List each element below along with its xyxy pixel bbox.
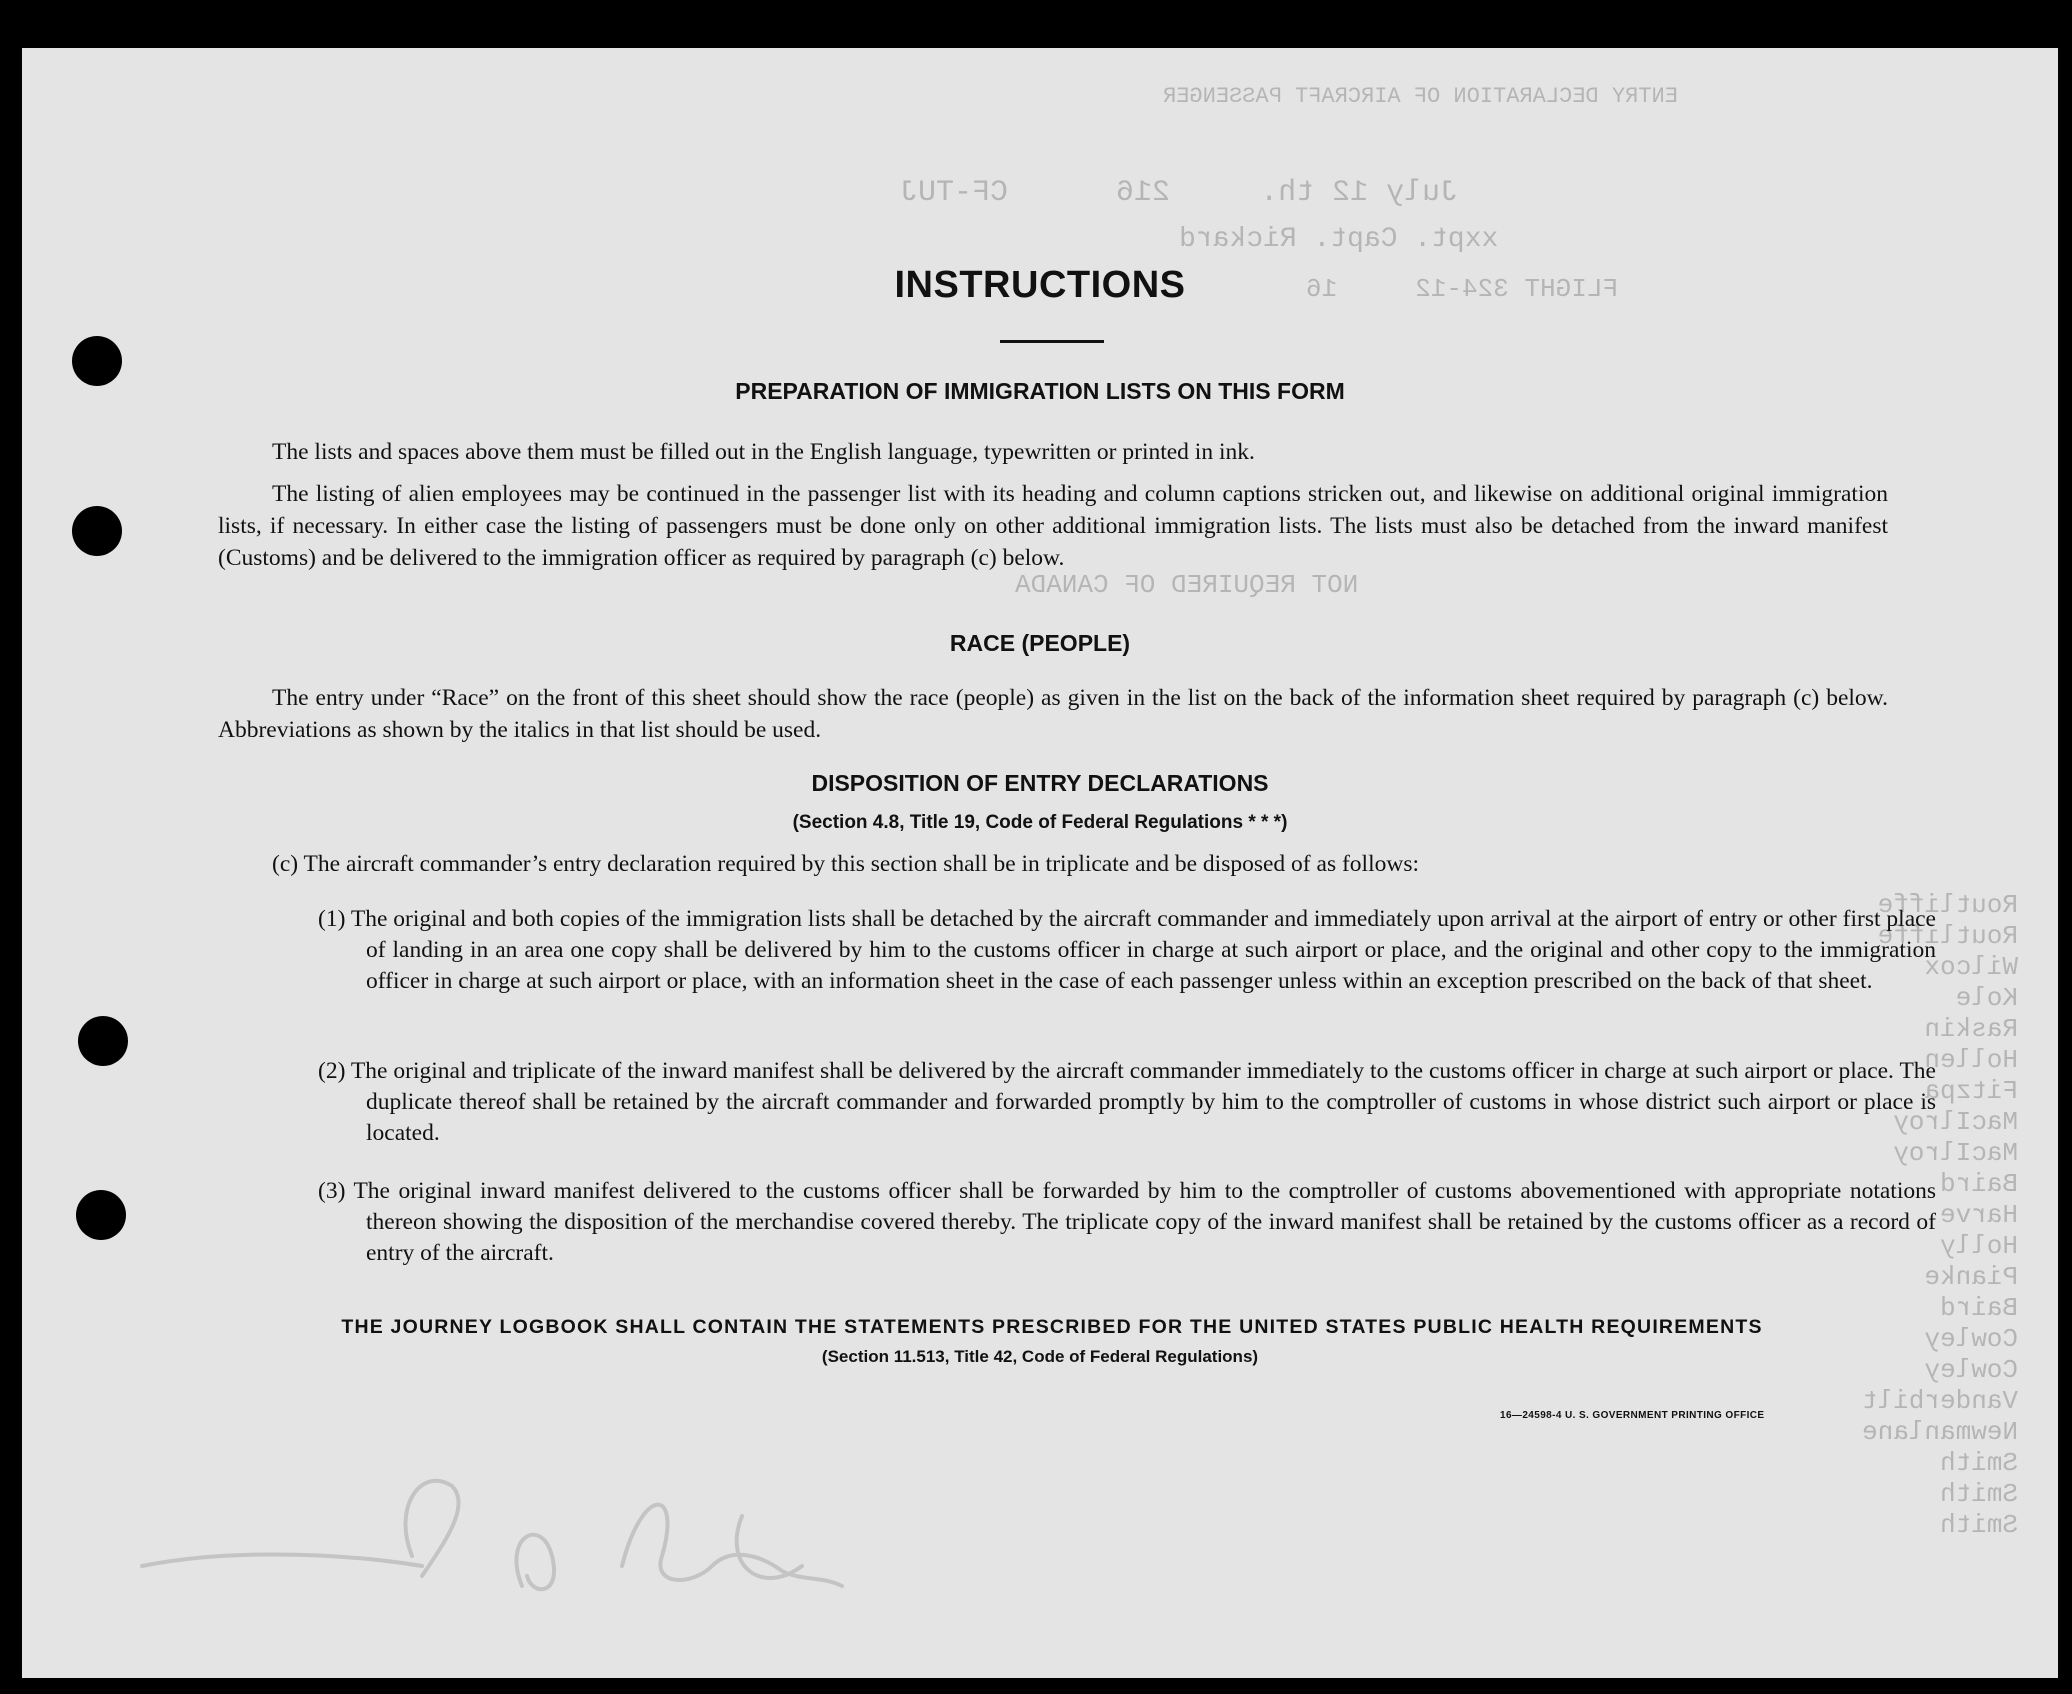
title-underline: [1000, 340, 1104, 343]
race-paragraph: The entry under “Race” on the front of this sheet should show the race (people) as given in the list on the back of the information sheet required by paragraph (c) below. Abbreviations as shown by the italics in that list should be used.: [218, 685, 1888, 743]
disposition-intro: (c) The aircraft commander’s entry declaration required by this section shall be in triplicate and be disposed of as follows:: [272, 851, 1419, 877]
bleed-through-text: July 12 th. 216 CF-TUJ: [899, 176, 1458, 210]
bleed-through-text: ENTRY DECLARATION OF AIRCRAFT PASSENGER: [1163, 84, 1678, 109]
bleed-through-text: NOT REQUIRED OF CANADA: [1014, 570, 1358, 600]
section-heading-preparation: PREPARATION OF IMMIGRATION LISTS ON THIS FORM: [735, 378, 1345, 404]
instructions-content: [22, 48, 2058, 1678]
printer-imprint: 16—24598-4 U. S. GOVERNMENT PRINTING OFFICE: [1500, 1410, 1765, 1421]
disposition-item-1: (1) The original and both copies of the immigration lists shall be detached by the aircraft commander and immediately upon arrival at the airport of entry or other first place of landing in an area one copy shall be delivered by him to the customs officer in charge at such airport or place, and the original and other copy to the immigration officer in charge at such airport or place, with an information sheet in the case of each passenger unless within an exception prescribed on the back of that sheet.: [318, 906, 1936, 994]
disposition-item-3: (3) The original inward manifest delivered to the customs officer shall be forwarded by him to the comptroller of customs abovementioned with appropriate notations thereon showing the disposition of the merchandise covered thereby. The triplicate copy of the inward manifest shall be retained by the customs officer as a record of entry of the aircraft.: [318, 1178, 1936, 1266]
section-heading-race: RACE (PEOPLE): [949, 630, 1131, 656]
preparation-paragraph-1: The lists and spaces above them must be filled out in the English language, typewritten or printed in ink.: [272, 439, 1255, 465]
handwritten-signature: [122, 1446, 922, 1646]
preparation-paragraph-2: The listing of alien employees may be continued in the passenger list with its heading and column captions stricken out, and likewise on additional original immigration lists, if necessary. In either case the listing of passengers must be done only on other additional immigration lists. The lists must also be detached from the inward manifest (Customs) and be delivered to the immigration officer as required by paragraph (c) below.: [218, 481, 1888, 571]
section-heading-disposition: DISPOSITION OF ENTRY DECLARATIONS: [811, 770, 1269, 796]
bleed-through-text: FLIGHT 324-12 16: [1305, 274, 1618, 304]
disposition-citation: (Section 4.8, Title 19, Code of Federal Regulations * * *): [792, 812, 1288, 833]
document-page: [22, 48, 2058, 1678]
disposition-item-2: (2) The original and triplicate of the inward manifest shall be delivered by the aircraft commander immediately to the customs officer in charge at such airport or place. The duplicate thereof shall be retained by the aircraft commander and forwarded promptly by him to the comptroller of customs in whose district such airport or place is located.: [318, 1058, 1936, 1146]
public-health-citation: (Section 11.513, Title 42, Code of Federal Regulations): [821, 1347, 1259, 1366]
bleed-through-column: Routliffe Routliffe Wilcox Kole Raskin Hollen Fitzpa MacIlroy MacIlroy Baird Harve Holly Pianke Baird Cowley Cowley Vanderbilt Newmanlane Smith Smith Smith: [1861, 890, 2018, 1540]
public-health-notice: THE JOURNEY LOGBOOK SHALL CONTAIN THE STATEMENTS PRESCRIBED FOR THE UNITED STATES PUBLIC HEALTH REQUIREMENTS: [341, 1316, 1763, 1338]
page-title: INSTRUCTIONS: [894, 264, 1186, 306]
bleed-through-text: xxpt. Capt. Rickard: [1178, 224, 1498, 255]
